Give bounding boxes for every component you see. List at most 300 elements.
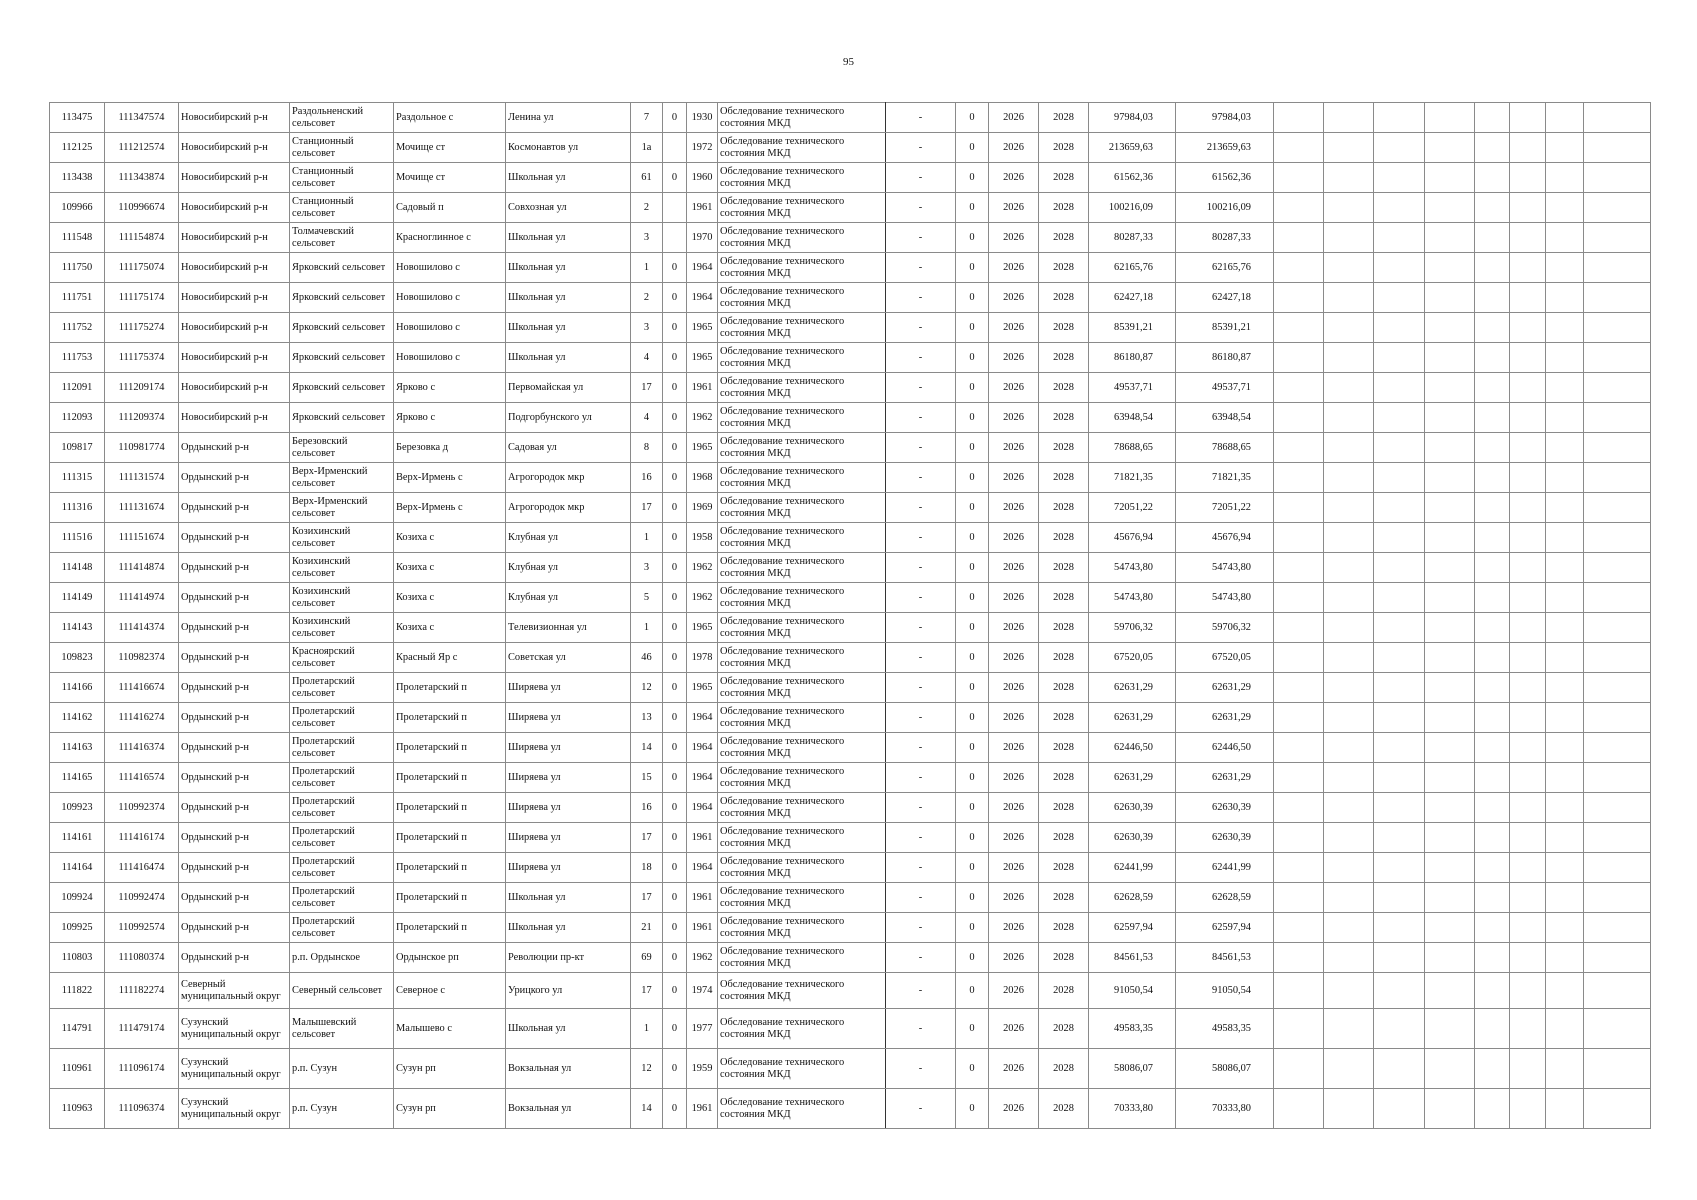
cell-code: 111416674	[105, 673, 179, 703]
cell-empty	[1546, 373, 1584, 403]
cell-corpus: 0	[663, 943, 687, 973]
cell-empty	[1546, 703, 1584, 733]
cell-empty	[1475, 103, 1510, 133]
cell-total: 62631,29	[1176, 673, 1274, 703]
cell-empty	[1274, 523, 1324, 553]
cell-work-type: Обследование технического состояния МКД	[718, 373, 886, 403]
cell-empty	[1510, 553, 1546, 583]
cell-id: 111752	[50, 313, 105, 343]
cell-house: 12	[631, 1049, 663, 1089]
cell-total: 100216,09	[1176, 193, 1274, 223]
cell-house: 61	[631, 163, 663, 193]
cell-dash: -	[886, 913, 956, 943]
cell-cost: 62446,50	[1089, 733, 1176, 763]
cell-total: 63948,54	[1176, 403, 1274, 433]
cell-house: 17	[631, 883, 663, 913]
cell-district: Ордынский р-н	[179, 823, 290, 853]
cell-year: 1959	[687, 1049, 718, 1089]
cell-empty	[1425, 163, 1475, 193]
cell-empty	[1324, 763, 1374, 793]
cell-total: 59706,32	[1176, 613, 1274, 643]
cell-empty	[1425, 883, 1475, 913]
cell-work-type: Обследование технического состояния МКД	[718, 823, 886, 853]
cell-empty	[1584, 823, 1651, 853]
cell-total: 62165,76	[1176, 253, 1274, 283]
cell-settlement: Пролетарский сельсовет	[290, 763, 394, 793]
cell-work-type: Обследование технического состояния МКД	[718, 193, 886, 223]
cell-work-type: Обследование технического состояния МКД	[718, 553, 886, 583]
cell-empty	[1546, 823, 1584, 853]
cell-street: Совхозная ул	[506, 193, 631, 223]
table-row	[50, 283, 1651, 313]
cell-district: Новосибирский р-н	[179, 133, 290, 163]
cell-id: 113475	[50, 103, 105, 133]
cell-house: 46	[631, 643, 663, 673]
cell-locality: Раздольное с	[394, 103, 506, 133]
cell-locality: Пролетарский п	[394, 673, 506, 703]
cell-empty	[1374, 103, 1425, 133]
cell-empty	[1475, 463, 1510, 493]
cell-dash: -	[886, 853, 956, 883]
cell-empty	[1374, 703, 1425, 733]
cell-corpus: 0	[663, 403, 687, 433]
cell-empty	[1274, 943, 1324, 973]
cell-empty	[1425, 463, 1475, 493]
cell-code: 111154874	[105, 223, 179, 253]
cell-settlement: Березовский сельсовет	[290, 433, 394, 463]
cell-zero: 0	[956, 733, 989, 763]
cell-id: 111751	[50, 283, 105, 313]
cell-work-type: Обследование технического состояния МКД	[718, 133, 886, 163]
cell-locality: Пролетарский п	[394, 853, 506, 883]
cell-zero: 0	[956, 583, 989, 613]
cell-year-end: 2028	[1039, 1009, 1089, 1049]
cell-empty	[1374, 493, 1425, 523]
cell-work-type: Обследование технического состояния МКД	[718, 1089, 886, 1129]
cell-code: 111479174	[105, 1009, 179, 1049]
cell-id: 114165	[50, 763, 105, 793]
cell-year-end: 2028	[1039, 403, 1089, 433]
table-row	[50, 763, 1651, 793]
cell-cost: 58086,07	[1089, 1049, 1176, 1089]
cell-district: Новосибирский р-н	[179, 313, 290, 343]
cell-empty	[1425, 703, 1475, 733]
cell-corpus: 0	[663, 523, 687, 553]
cell-code: 111416274	[105, 703, 179, 733]
cell-zero: 0	[956, 193, 989, 223]
cell-year: 1961	[687, 1089, 718, 1129]
cell-cost: 45676,94	[1089, 523, 1176, 553]
cell-empty	[1425, 973, 1475, 1009]
cell-corpus: 0	[663, 313, 687, 343]
cell-empty	[1584, 613, 1651, 643]
cell-empty	[1584, 433, 1651, 463]
cell-zero: 0	[956, 643, 989, 673]
cell-settlement: р.п. Сузун	[290, 1049, 394, 1089]
cell-total: 62631,29	[1176, 763, 1274, 793]
cell-empty	[1324, 133, 1374, 163]
cell-empty	[1475, 193, 1510, 223]
cell-district: Ордынский р-н	[179, 883, 290, 913]
cell-empty	[1374, 313, 1425, 343]
cell-district: Новосибирский р-н	[179, 193, 290, 223]
cell-empty	[1475, 793, 1510, 823]
cell-empty	[1546, 853, 1584, 883]
cell-dash: -	[886, 553, 956, 583]
cell-empty	[1274, 1049, 1324, 1089]
cell-empty	[1374, 253, 1425, 283]
cell-empty	[1584, 463, 1651, 493]
cell-street: Урицкого ул	[506, 973, 631, 1009]
cell-settlement: Ярковский сельсовет	[290, 313, 394, 343]
cell-zero: 0	[956, 133, 989, 163]
cell-locality: Пролетарский п	[394, 793, 506, 823]
cell-year: 1958	[687, 523, 718, 553]
cell-empty	[1374, 403, 1425, 433]
cell-total: 80287,33	[1176, 223, 1274, 253]
cell-work-type: Обследование технического состояния МКД	[718, 403, 886, 433]
cell-street: Ширяева ул	[506, 703, 631, 733]
cell-empty	[1425, 523, 1475, 553]
cell-empty	[1274, 853, 1324, 883]
cell-empty	[1510, 253, 1546, 283]
cell-empty	[1425, 313, 1475, 343]
cell-total: 54743,80	[1176, 583, 1274, 613]
cell-empty	[1546, 163, 1584, 193]
cell-code: 111209374	[105, 403, 179, 433]
cell-house: 1	[631, 1009, 663, 1049]
cell-district: Новосибирский р-н	[179, 223, 290, 253]
table-row	[50, 703, 1651, 733]
cell-empty	[1324, 163, 1374, 193]
cell-empty	[1584, 793, 1651, 823]
cell-settlement: Верх-Ирменский сельсовет	[290, 463, 394, 493]
cell-year-end: 2028	[1039, 883, 1089, 913]
cell-empty	[1274, 223, 1324, 253]
cell-dash: -	[886, 703, 956, 733]
cell-district: Новосибирский р-н	[179, 373, 290, 403]
cell-house: 2	[631, 283, 663, 313]
cell-corpus: 0	[663, 283, 687, 313]
cell-empty	[1324, 853, 1374, 883]
cell-zero: 0	[956, 883, 989, 913]
cell-settlement: Козихинский сельсовет	[290, 553, 394, 583]
cell-empty	[1584, 193, 1651, 223]
cell-empty	[1510, 913, 1546, 943]
cell-year: 1960	[687, 163, 718, 193]
cell-street: Садовая ул	[506, 433, 631, 463]
cell-empty	[1425, 733, 1475, 763]
cell-street: Ширяева ул	[506, 673, 631, 703]
cell-empty	[1324, 463, 1374, 493]
cell-year-start: 2026	[989, 823, 1039, 853]
cell-total: 84561,53	[1176, 943, 1274, 973]
cell-code: 111131574	[105, 463, 179, 493]
cell-cost: 62165,76	[1089, 253, 1176, 283]
cell-empty	[1324, 193, 1374, 223]
cell-zero: 0	[956, 373, 989, 403]
cell-settlement: Ярковский сельсовет	[290, 403, 394, 433]
cell-year-end: 2028	[1039, 643, 1089, 673]
registry-table	[49, 102, 1651, 1129]
cell-empty	[1324, 643, 1374, 673]
cell-district: Сузунский муниципальный округ	[179, 1049, 290, 1089]
cell-street: Школьная ул	[506, 1009, 631, 1049]
cell-year-end: 2028	[1039, 583, 1089, 613]
cell-year-start: 2026	[989, 1049, 1039, 1089]
cell-empty	[1274, 343, 1324, 373]
cell-empty	[1510, 313, 1546, 343]
cell-code: 111175174	[105, 283, 179, 313]
cell-dash: -	[886, 163, 956, 193]
cell-dash: -	[886, 373, 956, 403]
cell-year: 1964	[687, 253, 718, 283]
cell-year: 1968	[687, 463, 718, 493]
cell-empty	[1374, 133, 1425, 163]
cell-empty	[1546, 643, 1584, 673]
cell-settlement: р.п. Сузун	[290, 1089, 394, 1129]
cell-empty	[1584, 973, 1651, 1009]
cell-year-start: 2026	[989, 703, 1039, 733]
cell-work-type: Обследование технического состояния МКД	[718, 253, 886, 283]
cell-zero: 0	[956, 343, 989, 373]
cell-house: 21	[631, 913, 663, 943]
cell-district: Новосибирский р-н	[179, 343, 290, 373]
cell-empty	[1475, 613, 1510, 643]
cell-street: Ширяева ул	[506, 823, 631, 853]
cell-empty	[1425, 223, 1475, 253]
cell-empty	[1274, 643, 1324, 673]
cell-code: 111416474	[105, 853, 179, 883]
cell-empty	[1324, 283, 1374, 313]
cell-zero: 0	[956, 493, 989, 523]
cell-total: 62427,18	[1176, 283, 1274, 313]
cell-empty	[1475, 703, 1510, 733]
cell-year-start: 2026	[989, 943, 1039, 973]
cell-house: 14	[631, 733, 663, 763]
cell-work-type: Обследование технического состояния МКД	[718, 433, 886, 463]
cell-house: 16	[631, 793, 663, 823]
cell-empty	[1324, 733, 1374, 763]
cell-year-end: 2028	[1039, 853, 1089, 883]
table-row	[50, 553, 1651, 583]
cell-corpus: 0	[663, 703, 687, 733]
cell-year-end: 2028	[1039, 973, 1089, 1009]
cell-empty	[1374, 1009, 1425, 1049]
cell-total: 86180,87	[1176, 343, 1274, 373]
cell-code: 111416374	[105, 733, 179, 763]
cell-year-end: 2028	[1039, 283, 1089, 313]
cell-empty	[1546, 613, 1584, 643]
cell-zero: 0	[956, 253, 989, 283]
cell-work-type: Обследование технического состояния МКД	[718, 763, 886, 793]
cell-total: 71821,35	[1176, 463, 1274, 493]
cell-total: 49537,71	[1176, 373, 1274, 403]
cell-id: 112091	[50, 373, 105, 403]
cell-house: 17	[631, 373, 663, 403]
table-row	[50, 1009, 1651, 1049]
cell-year-start: 2026	[989, 913, 1039, 943]
cell-code: 111212574	[105, 133, 179, 163]
cell-year: 1962	[687, 403, 718, 433]
cell-street: Клубная ул	[506, 553, 631, 583]
cell-empty	[1584, 133, 1651, 163]
cell-corpus: 0	[663, 823, 687, 853]
cell-work-type: Обследование технического состояния МКД	[718, 463, 886, 493]
cell-locality: Верх-Ирмень с	[394, 463, 506, 493]
cell-empty	[1475, 553, 1510, 583]
cell-empty	[1274, 793, 1324, 823]
cell-empty	[1274, 553, 1324, 583]
cell-id: 114149	[50, 583, 105, 613]
cell-dash: -	[886, 343, 956, 373]
cell-empty	[1584, 553, 1651, 583]
cell-cost: 86180,87	[1089, 343, 1176, 373]
cell-id: 111753	[50, 343, 105, 373]
cell-empty	[1475, 733, 1510, 763]
cell-id: 112125	[50, 133, 105, 163]
cell-empty	[1510, 943, 1546, 973]
cell-year: 1961	[687, 823, 718, 853]
cell-house: 3	[631, 223, 663, 253]
cell-year-start: 2026	[989, 973, 1039, 1009]
cell-house: 1	[631, 253, 663, 283]
table-row	[50, 913, 1651, 943]
table-row	[50, 943, 1651, 973]
cell-empty	[1546, 1049, 1584, 1089]
table-row	[50, 313, 1651, 343]
cell-total: 62630,39	[1176, 793, 1274, 823]
cell-code: 111414374	[105, 613, 179, 643]
cell-empty	[1425, 793, 1475, 823]
cell-district: Новосибирский р-н	[179, 163, 290, 193]
table-row	[50, 853, 1651, 883]
cell-zero: 0	[956, 703, 989, 733]
cell-empty	[1475, 283, 1510, 313]
cell-year: 1930	[687, 103, 718, 133]
table-row	[50, 883, 1651, 913]
cell-empty	[1475, 133, 1510, 163]
cell-id: 114143	[50, 613, 105, 643]
cell-corpus: 0	[663, 373, 687, 403]
cell-zero: 0	[956, 403, 989, 433]
cell-zero: 0	[956, 763, 989, 793]
cell-corpus: 0	[663, 973, 687, 1009]
cell-year-end: 2028	[1039, 433, 1089, 463]
cell-locality: Ордынское рп	[394, 943, 506, 973]
cell-empty	[1510, 1009, 1546, 1049]
cell-empty	[1324, 223, 1374, 253]
cell-code: 111414974	[105, 583, 179, 613]
cell-id: 111316	[50, 493, 105, 523]
cell-empty	[1584, 523, 1651, 553]
cell-locality: Новошилово с	[394, 343, 506, 373]
cell-empty	[1425, 1089, 1475, 1129]
cell-id: 109823	[50, 643, 105, 673]
cell-work-type: Обследование технического состояния МКД	[718, 313, 886, 343]
cell-empty	[1584, 223, 1651, 253]
cell-empty	[1584, 883, 1651, 913]
cell-empty	[1425, 1049, 1475, 1089]
cell-year-start: 2026	[989, 793, 1039, 823]
cell-house: 17	[631, 493, 663, 523]
cell-house: 3	[631, 313, 663, 343]
cell-empty	[1374, 853, 1425, 883]
cell-empty	[1584, 733, 1651, 763]
cell-empty	[1374, 733, 1425, 763]
cell-district: Северный муниципальный округ	[179, 973, 290, 1009]
cell-work-type: Обследование технического состояния МКД	[718, 733, 886, 763]
cell-empty	[1425, 583, 1475, 613]
cell-code: 111080374	[105, 943, 179, 973]
cell-empty	[1510, 853, 1546, 883]
cell-year-start: 2026	[989, 853, 1039, 883]
cell-house: 4	[631, 343, 663, 373]
cell-corpus: 0	[663, 253, 687, 283]
cell-cost: 72051,22	[1089, 493, 1176, 523]
cell-empty	[1425, 673, 1475, 703]
cell-dash: -	[886, 613, 956, 643]
cell-work-type: Обследование технического состояния МКД	[718, 1009, 886, 1049]
cell-empty	[1475, 493, 1510, 523]
cell-settlement: Ярковский сельсовет	[290, 373, 394, 403]
cell-corpus: 0	[663, 493, 687, 523]
cell-locality: Красный Яр с	[394, 643, 506, 673]
cell-zero: 0	[956, 1049, 989, 1089]
cell-cost: 97984,03	[1089, 103, 1176, 133]
cell-empty	[1510, 583, 1546, 613]
cell-empty	[1584, 853, 1651, 883]
cell-empty	[1324, 583, 1374, 613]
cell-locality: Козиха с	[394, 583, 506, 613]
cell-cost: 62427,18	[1089, 283, 1176, 313]
cell-street: Клубная ул	[506, 583, 631, 613]
cell-locality: Пролетарский п	[394, 763, 506, 793]
cell-empty	[1374, 943, 1425, 973]
cell-year-end: 2028	[1039, 733, 1089, 763]
cell-empty	[1324, 493, 1374, 523]
cell-year: 1964	[687, 733, 718, 763]
cell-empty	[1510, 283, 1546, 313]
cell-empty	[1510, 733, 1546, 763]
cell-year-start: 2026	[989, 613, 1039, 643]
cell-empty	[1374, 613, 1425, 643]
cell-total: 72051,22	[1176, 493, 1274, 523]
cell-empty	[1584, 913, 1651, 943]
cell-dash: -	[886, 283, 956, 313]
cell-locality: Северное с	[394, 973, 506, 1009]
cell-empty	[1584, 373, 1651, 403]
cell-house: 18	[631, 853, 663, 883]
cell-zero: 0	[956, 853, 989, 883]
cell-empty	[1324, 973, 1374, 1009]
cell-work-type: Обследование технического состояния МКД	[718, 673, 886, 703]
cell-street: Агрогородок мкр	[506, 463, 631, 493]
cell-locality: Пролетарский п	[394, 703, 506, 733]
cell-empty	[1425, 853, 1475, 883]
cell-empty	[1274, 433, 1324, 463]
cell-empty	[1274, 403, 1324, 433]
cell-empty	[1324, 943, 1374, 973]
cell-total: 62630,39	[1176, 823, 1274, 853]
cell-empty	[1324, 613, 1374, 643]
cell-locality: Пролетарский п	[394, 733, 506, 763]
cell-empty	[1546, 433, 1584, 463]
cell-settlement: Раздольненский сельсовет	[290, 103, 394, 133]
cell-work-type: Обследование технического состояния МКД	[718, 793, 886, 823]
cell-code: 111209174	[105, 373, 179, 403]
cell-house: 5	[631, 583, 663, 613]
